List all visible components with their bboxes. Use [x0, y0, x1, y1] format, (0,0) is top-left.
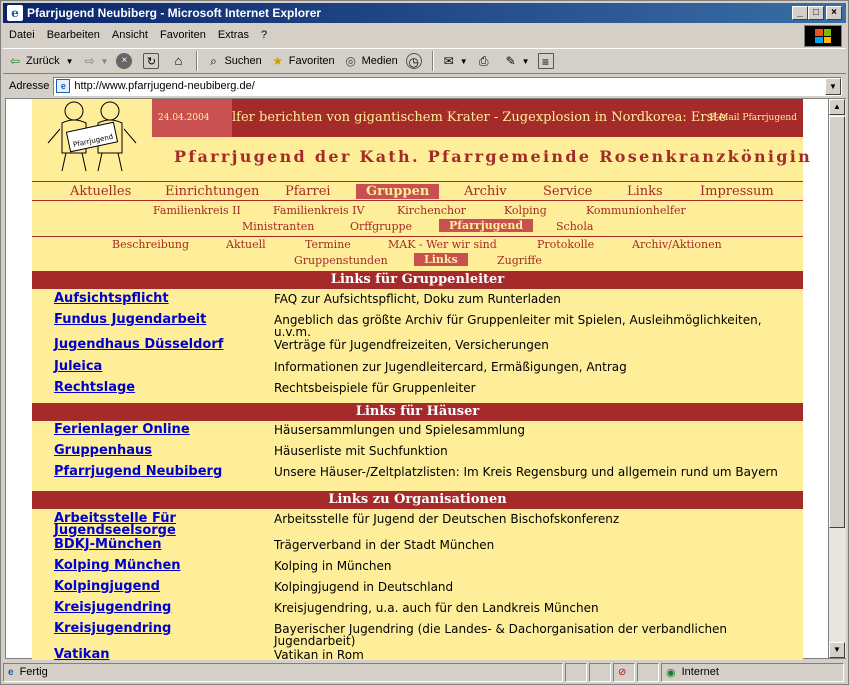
- security-cell: [613, 663, 635, 682]
- section-header-organisationen: Links zu Organisationen: [32, 491, 803, 509]
- web-page: [32, 99, 813, 662]
- link-description: Angeblich das größte Archiv für Gruppenleiter mit Spielen, Ausleihmöglichkeiten, u.v.m.: [274, 313, 762, 339]
- edit-dropdown-icon[interactable]: ▼: [521, 56, 530, 66]
- svg-text:Pfarrjugend: Pfarrjugend: [72, 132, 114, 149]
- link-jugendhaus-duesseldorf[interactable]: Jugendhaus Düsseldorf: [54, 337, 224, 352]
- notes-button[interactable]: [534, 50, 561, 72]
- site-title: Pfarrjugend der Kath. Pfarrgemeinde Rosenkranzkönigin: [174, 147, 813, 166]
- subnav-kirchenchor[interactable]: Kirchenchor: [397, 204, 466, 217]
- status-bar: [3, 661, 846, 683]
- status-cell: [637, 663, 659, 682]
- link-kreisjugendring[interactable]: Kreisjugendring: [54, 600, 172, 615]
- edit-button[interactable]: [499, 50, 534, 72]
- globe-icon: ◉: [666, 666, 676, 679]
- menu-bar: [3, 25, 803, 45]
- site-logo[interactable]: [32, 99, 152, 177]
- subsub-mak[interactable]: MAK - Wer wir sind: [388, 238, 497, 251]
- media-button[interactable]: [339, 50, 402, 72]
- toolbar-separator: [432, 51, 434, 71]
- history-button[interactable]: [402, 50, 429, 72]
- status-cell: [565, 663, 587, 682]
- status-cell: [589, 663, 611, 682]
- stop-icon: ×: [116, 53, 132, 69]
- search-button[interactable]: [201, 50, 265, 72]
- subsub-termine[interactable]: Termine: [305, 238, 351, 251]
- link-aufsichtspflicht[interactable]: Aufsichtspflicht: [54, 291, 169, 306]
- media-icon: ◎: [345, 54, 356, 68]
- link-rechtslage[interactable]: Rechtslage: [54, 380, 136, 395]
- refresh-icon: ↻: [143, 53, 159, 69]
- stop-button[interactable]: [112, 50, 139, 72]
- subnav-ministranten[interactable]: Ministranten: [242, 220, 315, 233]
- nav-impressum[interactable]: Impressum: [700, 184, 774, 199]
- link-kolpingjugend[interactable]: Kolpingjugend: [54, 579, 160, 594]
- search-label: Suchen: [224, 55, 262, 67]
- close-button[interactable]: ×: [826, 6, 842, 20]
- subsub-gruppenstunden[interactable]: Gruppenstunden: [294, 254, 388, 267]
- forward-arrow-icon: ⇨: [84, 54, 95, 68]
- link-description: Kreisjugendring, u.a. auch für den Landkreis München: [274, 601, 599, 615]
- menu-help[interactable]: ?: [261, 29, 268, 41]
- vertical-scrollbar[interactable]: [829, 98, 846, 659]
- maximize-button[interactable]: □: [808, 6, 824, 20]
- ticker-date: 24.04.2004: [152, 99, 232, 137]
- zone-text: Internet: [681, 666, 719, 678]
- history-icon: ◷: [406, 53, 422, 69]
- subnav-kolping[interactable]: Kolping: [504, 204, 547, 217]
- scroll-down-icon[interactable]: ▼: [829, 642, 845, 658]
- link-description: Verträge für Jugendfreizeiten, Versicherungen: [274, 338, 549, 352]
- link-pfarrjugend-neubiberg[interactable]: Pfarrjugend Neubiberg: [54, 464, 223, 479]
- sub-nav-gruppen: [32, 203, 803, 237]
- subsub-zugriffe[interactable]: Zugriffe: [497, 254, 542, 267]
- back-label: Zurück: [26, 55, 60, 67]
- subnav-schola[interactable]: Schola: [556, 220, 594, 233]
- link-gruppenhaus[interactable]: Gruppenhaus: [54, 443, 153, 458]
- address-url[interactable]: http://www.pfarrjugend-neubiberg.de/: [74, 80, 255, 92]
- nav-pfarrei[interactable]: Pfarrei: [285, 184, 331, 199]
- link-description: Bayerischer Jugendring (die Landes- & Dachorganisation der verbandlichen Jugendarbeit): [274, 622, 728, 648]
- print-icon: ⎙: [478, 54, 489, 68]
- subnav-familienkreis-2[interactable]: Familienkreis II: [153, 204, 241, 217]
- favorites-star-icon: ★: [272, 54, 284, 68]
- mail-icon: ✉: [443, 54, 454, 68]
- subsub-protokolle[interactable]: Protokolle: [537, 238, 595, 251]
- subnav-orffgruppe[interactable]: Orffgruppe: [350, 220, 413, 233]
- link-description: Arbeitsstelle für Jugend der Deutschen Bischofskonferenz: [274, 512, 620, 526]
- home-icon: ⌂: [174, 53, 183, 68]
- status-text: Fertig: [19, 666, 48, 678]
- edit-icon: ✎: [505, 54, 516, 68]
- address-input[interactable]: [53, 77, 842, 96]
- favorites-label: Favoriten: [288, 55, 335, 67]
- title-bar[interactable]: [3, 3, 846, 23]
- subnav-kommunionhelfer[interactable]: Kommunionhelfer: [586, 204, 686, 217]
- windows-logo: [804, 25, 842, 47]
- ticker-news[interactable]: lfer berichten von gigantischem Krater - Zugexplosion in Nordkorea: Erste: [232, 110, 727, 125]
- address-dropdown-icon[interactable]: ▼: [825, 78, 841, 95]
- menu-favoriten[interactable]: Favoriten: [159, 29, 206, 41]
- link-description: Häuserliste mit Suchfunktion: [274, 444, 448, 458]
- scroll-thumb[interactable]: [829, 116, 845, 528]
- forward-dropdown-icon[interactable]: ▼: [100, 56, 109, 66]
- status-text-cell: [3, 663, 563, 682]
- media-label: Medien: [361, 55, 398, 67]
- toolbar: [3, 48, 846, 74]
- link-arbeitsstelle-jugendseelsorge[interactable]: Arbeitsstelle Für Jugendseelsorge: [54, 511, 176, 538]
- nav-aktuelles[interactable]: Aktuelles: [70, 184, 132, 199]
- nav-links[interactable]: Links: [627, 184, 663, 199]
- link-description: Trägerverband in der Stadt München: [274, 538, 495, 552]
- back-arrow-icon: ⇦: [9, 54, 21, 68]
- ie-icon: e: [7, 5, 23, 21]
- section-header-haeuser: Links für Häuser: [32, 403, 803, 421]
- link-juleica[interactable]: Juleica: [54, 359, 103, 374]
- link-description: Informationen zur Jugendleitercard, Ermäßigungen, Antrag: [274, 360, 627, 374]
- toolbar-separator: [196, 51, 198, 71]
- page-status-icon: e: [8, 666, 14, 678]
- link-bayerischer-jugendring[interactable]: Kreisjugendring: [54, 621, 172, 636]
- favorites-button[interactable]: [266, 50, 339, 72]
- subsub-aktuell[interactable]: Aktuell: [226, 238, 266, 251]
- menu-bearbeiten[interactable]: Bearbeiten: [46, 29, 100, 41]
- subnav-familienkreis-4[interactable]: Familienkreis IV: [273, 204, 365, 217]
- page-icon: e: [56, 79, 70, 93]
- link-fundus-jugendarbeit[interactable]: Fundus Jugendarbeit: [54, 312, 207, 327]
- page-viewport[interactable]: [5, 98, 829, 662]
- nav-gruppen[interactable]: Gruppen: [356, 184, 439, 199]
- nav-service[interactable]: Service: [543, 184, 593, 199]
- link-description: Rechtsbeispiele für Gruppenleiter: [274, 381, 476, 395]
- main-nav: [32, 181, 803, 201]
- refresh-button[interactable]: [139, 50, 166, 72]
- link-description: Vatikan in Rom: [274, 648, 364, 662]
- subsub-archiv-aktionen[interactable]: Archiv/Aktionen: [632, 238, 722, 251]
- address-label: Adresse: [9, 80, 50, 92]
- forward-button[interactable]: [78, 50, 113, 72]
- notes-icon: ≡: [538, 53, 554, 69]
- search-icon: ⌕: [210, 54, 217, 68]
- windows-flag-icon: [815, 29, 831, 43]
- link-description: FAQ zur Aufsichtspflicht, Doku zum Runterladen: [274, 292, 561, 306]
- print-button[interactable]: [472, 50, 499, 72]
- mail-dropdown-icon[interactable]: ▼: [459, 56, 468, 66]
- link-description: Kolping in München: [274, 559, 392, 573]
- back-button[interactable]: [3, 50, 78, 72]
- subnav-pfarrjugend[interactable]: Pfarrjugend: [439, 219, 533, 232]
- address-bar: [3, 75, 846, 97]
- minimize-button[interactable]: _: [792, 6, 808, 20]
- subsub-links[interactable]: Links: [414, 253, 468, 266]
- menu-ansicht[interactable]: Ansicht: [111, 29, 148, 41]
- mail-button[interactable]: [437, 50, 472, 72]
- section-header-gruppenleiter: Links für Gruppenleiter: [32, 271, 803, 289]
- logo-figures-icon: [32, 99, 152, 177]
- link-description: Häusersammlungen und Spielesammlung: [274, 423, 525, 437]
- link-kolping-muenchen[interactable]: Kolping München: [54, 558, 181, 573]
- news-ticker: [152, 99, 803, 137]
- menu-extras[interactable]: Extras: [217, 29, 250, 41]
- email-link[interactable]: E-Mail Pfarrjugend: [709, 113, 797, 123]
- back-dropdown-icon[interactable]: ▼: [65, 56, 74, 66]
- zone-cell: [661, 663, 844, 682]
- sub-nav-pfarrjugend: [32, 238, 803, 270]
- link-vatikan[interactable]: Vatikan: [54, 647, 110, 662]
- subsub-beschreibung[interactable]: Beschreibung: [112, 238, 190, 251]
- link-ferienlager-online[interactable]: Ferienlager Online: [54, 422, 190, 437]
- nav-einrichtungen[interactable]: Einrichtungen: [165, 184, 260, 199]
- scroll-up-icon[interactable]: ▲: [829, 99, 845, 115]
- link-description: Unsere Häuser-/Zeltplatzlisten: Im Kreis Regensburg und allgemein rund um Bayern: [274, 465, 778, 479]
- menu-datei[interactable]: Datei: [9, 29, 35, 41]
- link-description: Kolpingjugend in Deutschland: [274, 580, 454, 594]
- window-title: Pfarrjugend Neubiberg - Microsoft Internet Explorer: [27, 6, 322, 20]
- blocked-icon: ⊘: [618, 666, 627, 678]
- nav-archiv[interactable]: Archiv: [464, 184, 507, 199]
- link-bdkj-muenchen[interactable]: BDKJ-München: [54, 537, 162, 552]
- home-button[interactable]: [166, 50, 193, 72]
